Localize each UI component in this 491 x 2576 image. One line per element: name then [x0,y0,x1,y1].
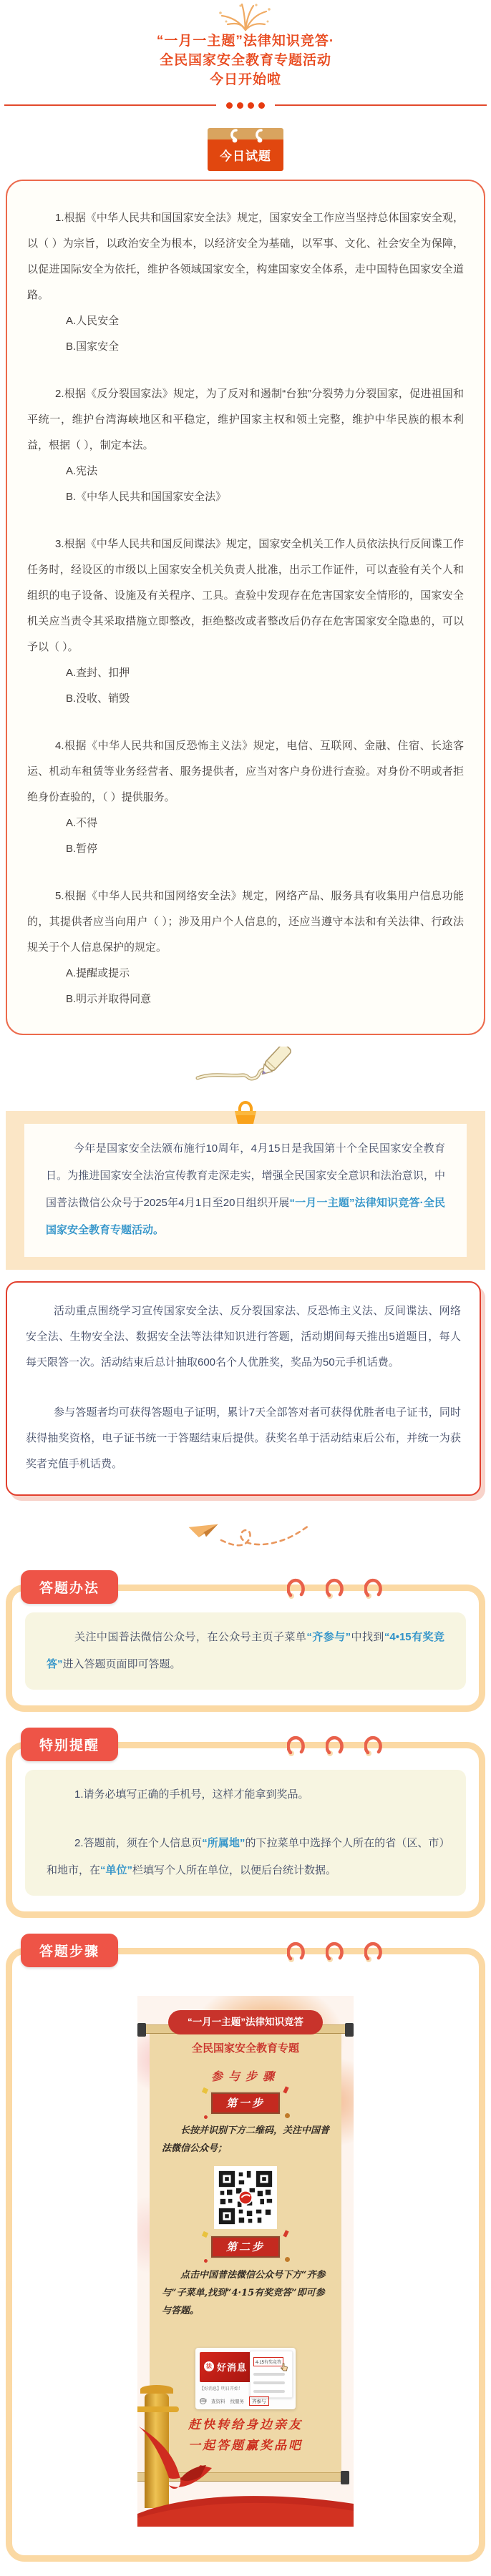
ring-icons [287,1575,383,1602]
cta-line2: 一起答题赢奖品吧 [188,2439,303,2453]
section-badge-method: 答题办法 [21,1570,118,1604]
method-seg4: “4•15有奖竞答” [47,1631,444,1670]
qr-code[interactable] [214,2166,277,2229]
activity-box [6,1281,481,1496]
method-seg2: “齐参与” [306,1631,351,1643]
cta-line1: 赶快转给身边亲友 [188,2418,303,2432]
wechat-tab: 查资料 [211,2399,225,2404]
pencil-divider [0,1047,491,1091]
section-method [6,1581,485,1712]
question-text: 2.根据《反分裂国家法》规定，为了反对和遏制“台独”分裂势力分裂国家，促进祖国和平统一，维护台湾海峡地区和平稳定，维护国家主权和领土完整，维护中华民族的根本利益，根据（ ），制定本法。 [27,388,464,451]
ring-icons [287,1732,383,1759]
quiz-option: B.没收、销毁 [66,692,130,705]
wechat-tab-highlighted: 齐参与 [249,2396,269,2406]
paper-plane-icon [145,1514,346,1554]
page-title-line3: 今日开始啦 [209,72,281,87]
intro-paragraph [46,1135,445,1244]
method-card [25,1612,466,1690]
hand-cursor-icon [281,2363,288,2371]
ring-icon [364,1732,383,1759]
question-text: 1.根据《中华人民共和国国家安全法》规定，国家安全工作应当坚持总体国家安全观，以（ ）为宗旨，以政治安全为根本，以经济安全为基础，以军事、文化、社会安全为保障，以促进国际安全为依托，维护各领域国家安全，构建国家安全体系，走中国特色国家安全道路。 [27,212,464,301]
section-steps [6,1944,485,2562]
quiz-question-1 [27,205,464,360]
section-badge-reminder: 特别提醒 [21,1728,118,1761]
hook-icon [228,128,238,144]
method-seg1: 关注中国普法微信公众号，在公众号主页子菜单 [74,1631,307,1643]
step2-stamp [211,2236,280,2258]
quiz-option: B.国家安全 [66,341,120,353]
red-wave [137,2489,354,2527]
reminder-seg1: 2.答题前，须在个人信息页 [74,1837,203,1849]
quiz-question-2 [27,381,464,510]
step2-text: 点击中国普法微信公众号下方“齐参与”子菜单,找到“4·15有奖竞答”即可参与答题。 [162,2270,326,2316]
step1-text: 长按并识别下方二维码，关注中国普法微信公众号； [162,2125,330,2154]
step1-label: 第一步 [225,2097,265,2110]
ring-icons [287,1938,383,1965]
steps-poster-wrap [25,1976,466,2540]
quiz-option: A.查封、扣押 [66,667,130,679]
rod-cap [137,2023,146,2037]
ring-icon [287,1938,306,1965]
page-title-line2: 全民国家安全教育专题活动 [159,53,331,68]
rod-cap [345,2023,354,2037]
menu-item-blurred [253,2390,285,2393]
reminder-seg5: 栏填写个人所在单位，以便后台统计数据。 [132,1864,337,1876]
badge-hanger-strip [208,128,283,139]
menu-item-blurred [253,2373,285,2376]
quiz-box [6,180,485,1035]
reminder-item-2 [47,1830,444,1884]
activity-paragraph-2: 参与答题者均可获得答题电子证明，累计7天全部答对者可获得优胜者电子证书，同时获得抽奖资格，电子证书统一于答题结束后提供。获奖名单于活动结束后公布，并统一为获奖者充值手机话费。 [26,1406,461,1470]
method-seg3: 中找到 [351,1631,384,1643]
activity-paragraph-1: 活动重点围绕学习宣传国家安全法、反分裂国家法、反恐怖主义法、反间谍法、网络安全法、生物安全法、数据安全法等法律知识进行答题，活动期间每天推出5道题目，每人每天限答一次。活动结束后总计抽取600名个人优胜奖，奖品为50元手机话费。 [26,1305,461,1368]
pencil-icon [192,1047,299,1091]
ring-icon [326,1938,344,1965]
poster-subtitle: 全民国家安全教育专题 [191,2042,299,2055]
step2-label: 第二步 [225,2240,265,2253]
reminder-item-1: 1.请务必填写正确的手机号，这样才能拿到奖品。 [74,1788,309,1801]
quiz-option: A.不得 [66,817,98,829]
poster-title-badge: “一月一主题”法律知识竞答 [168,2010,323,2034]
ring-icon [326,1732,344,1759]
plane-divider [0,1514,491,1554]
section-badge-steps: 答题步骤 [21,1934,118,1967]
reminder-card [25,1770,466,1896]
ring-icon [364,1938,383,1965]
banner-caption: 【好消息】明日开始！ [200,2387,243,2391]
intro-highlight: “一月一主题”法律知识竞答·全民国家安全教育专题活动。 [46,1197,445,1236]
divider-rule-left [4,104,216,106]
pufa-logo-icon: 法 [204,2361,214,2371]
question-text: 3.根据《中华人民共和国反间谍法》规定，国家安全机关工作人员依法执行反间谍工作任务时，经设区的市级以上国家安全机关负责人批准，出示工作证件，可以查验有关个人和组织的电子设备、设施及有关程序、工具。查验中发现存在危害国家安全情形的，国家安全机关应当责令其采取措施立即整改，拒绝整改或者整改后仍存在危害国家安全隐患的，可以予以（ ）。 [27,538,464,653]
rod-cap [341,2471,349,2484]
ring-icon [287,1732,306,1759]
today-badge-label: 今日试题 [208,139,283,171]
top-divider [4,101,487,109]
reminder-seg4: “单位” [100,1864,133,1876]
poster-steps-title: 参与步骤 [210,2070,280,2083]
quiz-option: B.《中华人民共和国国家安全法》 [66,491,227,503]
quiz-question-3 [27,532,464,712]
method-seg5: 进入答题页面即可答题。 [62,1658,181,1670]
today-quiz-badge [208,128,283,171]
quiz-question-4 [27,733,464,862]
wechat-banner-thumb [200,2352,253,2382]
firework-icon [206,3,285,31]
quiz-option: B.暂停 [66,843,98,855]
hook-icon [253,128,263,144]
banner-headline: 好消息 [217,2362,248,2373]
ring-icon [287,1575,306,1602]
ring-icon [326,1575,344,1602]
reminder-seg2: “所属地” [202,1837,245,1849]
menu-item-highlighted: 4·15有奖竞答 [253,2357,283,2366]
pillar-cap [140,2385,173,2394]
steps-poster-image[interactable] [137,1996,354,2527]
intro-card [24,1124,467,1257]
page-title-line1: “一月一主题”法律知识竞答· [156,34,335,49]
step1-stamp [211,2092,280,2114]
section-reminder [6,1738,485,1918]
intro-text: 今年是国家安全法颁布施行10周年，4月15日是我国第十个全民国家安全教育日。为推进国家安全法治宣传教育走深走实，增强全民国家安全意识和法治意识，中国普法微信公众号于2025年4月1日至20日组织开展 [46,1142,445,1209]
page-header [0,0,491,89]
method-text [47,1624,444,1678]
question-text: 4.根据《中华人民共和国反恐怖主义法》规定，电信、互联网、金融、住宿、长途客运、机动车租赁等业务经营者、服务提供者，应当对客户身份进行查验。对身份不明或者拒绝身份查验的，（ ）提供服务。 [27,740,464,803]
keyboard-icon: ⌨ [200,2399,207,2404]
binder-clip-icon [230,1095,261,1124]
quiz-option: A.宪法 [66,465,98,477]
pillar-wing [137,2406,179,2412]
divider-dots [226,102,265,109]
reminder-seg3: 的下拉菜单中选择个人所在的省（区、市）和地市，在 [47,1837,444,1876]
intro-band [6,1111,485,1270]
ring-icon [364,1575,383,1602]
quiz-option: B.明示并取得同意 [66,993,152,1005]
wechat-tab: 找服务 [230,2399,244,2404]
quiz-question-5 [27,883,464,1012]
divider-rule-right [275,104,487,106]
menu-item-blurred [253,2381,285,2384]
wechat-menu-popup [250,2351,293,2398]
quiz-option: A.人民安全 [66,315,120,327]
wechat-tabbar [200,2396,293,2406]
question-text: 5.根据《中华人民共和国网络安全法》规定，网络产品、服务具有收集用户信息功能的，其提供者应当向用户（ ）；涉及用户个人信息的，还应当遵守本法和有关法律、行政法规关于个人信息保护的规定。 [27,890,464,954]
wechat-screenshot [195,2348,296,2409]
quiz-option: A.提醒或提示 [66,967,130,979]
